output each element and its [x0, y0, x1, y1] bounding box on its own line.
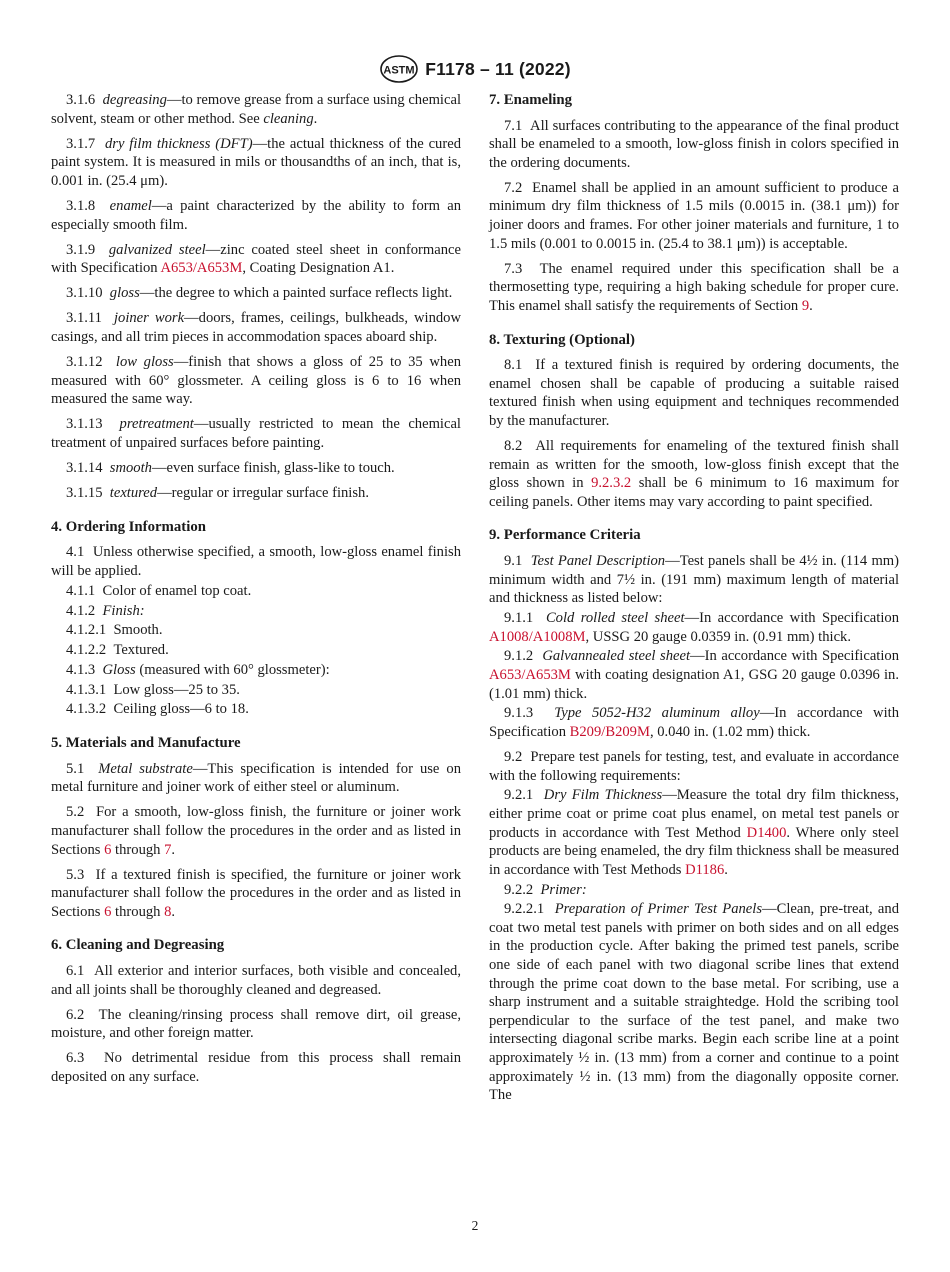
astm-logo-icon: [379, 54, 419, 84]
clause-6-3: 6.3 No detrimental residue from this process shall remain deposited on any surface.: [51, 1050, 461, 1085]
reference-link[interactable]: A1008/A1008M: [489, 628, 586, 645]
definition-3-1-7: 3.1.7 dry film thickness (DFT)—the actual thickness of the cured paint system. It is measured in mils or thousandths of an inch, that is, 0.001 in. (25.4 μm).: [51, 135, 461, 189]
page-header: [0, 52, 950, 86]
definition-3-1-8: 3.1.8 enamel—a paint characterized by the ability to form an especially smooth film.: [51, 197, 461, 233]
section-6-heading: 6. Cleaning and Degreasing: [51, 937, 225, 954]
astm-logo-text: ASTM: [383, 64, 415, 77]
reference-link[interactable]: D1186: [685, 861, 725, 878]
clause-4-1-2-1: 4.1.2.1 Smooth.: [66, 622, 163, 639]
page-number: 2: [471, 1218, 479, 1233]
section-link[interactable]: 9.2.3.2: [591, 475, 632, 492]
definition-3-1-14: 3.1.14 smooth—even surface finish, glass-like to touch.: [66, 460, 395, 477]
clause-5-2: 5.2 For a smooth, low-gloss finish, the furniture or joiner work manufacturer shall follow the procedures in the order and as listed in Sections 6 through 7.: [51, 804, 462, 858]
clause-9-1-1: 9.1.1 Cold rolled steel sheet—In accordance with Specification A1008/A1008M, USSG 20 gauge 0.0359 in. (0.91 mm) thick.: [489, 609, 899, 645]
clause-9-2-2-1: 9.2.2.1 Preparation of Primer Test Panels—Clean, pre-treat, and coat two metal test panels with primer on both sides and on all edges in the production cycle. After baking the primed test panels, scribe one side of each panel with two diagonal scribe lines that extend through the prime coat down to the base metal. For scribing, use a sharp instrument and a suitable straightedge. Hold the scribing tool perpendicular to the surface of the test panel, and make two intersecting diagonal scribe marks. Begin each scribe line at a point approximately ½ in. (13 mm) from a corner and continue to a point approximately ½ in. (13 mm) from the diagonally opposite corner. The: [489, 901, 900, 1104]
clause-4-1-3-1: 4.1.3.1 Low gloss—25 to 35.: [66, 681, 240, 698]
definition-3-1-12: 3.1.12 low gloss—finish that shows a gloss of 25 to 35 when measured with 60° glossmeter. A ceiling gloss is 6 to 16 when measured the same way.: [51, 354, 461, 408]
definition-3-1-6: 3.1.6 degreasing—to remove grease from a surface using chemical solvent, steam or other method. See cleaning.: [51, 92, 461, 127]
clause-9-1: 9.1 Test Panel Description—Test panels shall be 4½ in. (114 mm) minimum width and 7½ in. (191 mm) maximum length of material and thickness as listed below:: [489, 552, 900, 607]
clause-5-1: 5.1 Metal substrate—This specification is intended for use on metal furniture and joiner work of either steel or aluminum.: [51, 760, 461, 796]
section-link[interactable]: 9: [801, 297, 810, 314]
reference-link[interactable]: A653/A653M: [489, 666, 571, 683]
clause-6-2: 6.2 The cleaning/rinsing process shall remove dirt, oil grease, moisture, and other foreign matter.: [51, 1006, 462, 1042]
section-4-heading: 4. Ordering Information: [51, 518, 206, 535]
section-9-heading: 9. Performance Criteria: [489, 527, 641, 544]
section-link[interactable]: 8: [164, 903, 172, 920]
section-link[interactable]: 6: [104, 841, 112, 858]
clause-9-2-2: 9.2.2 Primer:: [504, 881, 587, 898]
definition-3-1-15: 3.1.15 textured—regular or irregular surface finish.: [66, 485, 369, 502]
right-column: [489, 91, 899, 1106]
clause-7-3: 7.3 The enamel required under this specification shall be a thermosetting type, requiring a high baking schedule for proper cure. This enamel shall satisfy the requirements of Section 9.: [489, 260, 899, 314]
clause-8-1: 8.1 If a textured finish is required by ordering documents, the enamel chosen shall be capable of producing a suitable raised textured finish when using equipment and techniques recommended by the manufacturer.: [489, 357, 900, 429]
section-8-heading: 8. Texturing (Optional): [489, 331, 635, 348]
reference-link[interactable]: B209/B209M: [569, 723, 650, 740]
section-7-heading: 7. Enameling: [489, 92, 573, 108]
clause-7-1: 7.1 All surfaces contributing to the appearance of the final product shall be enameled to a smooth, low-gloss finish in colors specified in the ordering documents.: [489, 117, 900, 171]
left-column: [51, 91, 461, 1093]
clause-7-2: 7.2 Enamel shall be applied in an amount sufficient to produce a minimum dry film thickness of 1.5 mils (0.0015 in. (38.1 μm)) for joiner doors and frames. For other joiner materials and furniture, 1 to 1.5 mils (0.001 to 0.0015 in. (25.4 to 38.1 μm)) is acceptable.: [489, 179, 899, 252]
document-designation: F1178 – 11 (2022): [425, 58, 571, 79]
clause-4-1-2-2: 4.1.2.2 Textured.: [66, 642, 169, 659]
section-link[interactable]: 6: [104, 903, 112, 920]
definition-3-1-11: 3.1.11 joiner work—doors, frames, ceilings, bulkheads, window casings, and all trim pieces in accommodation spaces aboard ship.: [51, 310, 461, 346]
clause-4-1-2: 4.1.2 Finish:: [66, 602, 145, 619]
clause-8-2: 8.2 All requirements for enameling of the textured finish shall remain as written for the smooth, low-gloss finish except that the gloss shown in 9.2.3.2 shall be 6 minimum to 16 maximum for ceiling panels. Other items may vary according to paint specified.: [489, 438, 899, 510]
clause-4-1-3-2: 4.1.3.2 Ceiling gloss—6 to 18.: [66, 701, 249, 718]
definition-3-1-9: 3.1.9 galvanized steel—zinc coated steel sheet in conformance with Specification A653/A653M, Coating Designation A1.: [51, 241, 461, 277]
clause-6-1: 6.1 All exterior and interior surfaces, both visible and concealed, and all joints shall be thoroughly cleaned and degreased.: [51, 962, 462, 998]
clause-4-1-1: 4.1.1 Color of enamel top coat.: [66, 582, 252, 599]
clause-5-3: 5.3 If a textured finish is specified, the furniture or joiner work manufacturer shall follow the procedures in the order and as listed in Sections 6 through 8.: [51, 866, 462, 920]
clause-9-2-1: 9.2.1 Dry Film Thickness—Measure the total dry film thickness, either prime coat or prime coat plus enamel, on metal test panels or products in accordance with Test Method D1400. Where only steel products are being enameled, the dry film thickness shall be measured in accordance with Test Methods D1186.: [489, 787, 899, 878]
definition-3-1-13: 3.1.13 pretreatment—usually restricted to mean the chemical treatment of unpaired surfaces before painting.: [51, 416, 461, 451]
clause-4-1: 4.1 Unless otherwise specified, a smooth, low-gloss enamel finish will be applied.: [51, 544, 462, 579]
reference-link[interactable]: D1400: [746, 824, 787, 841]
definition-3-1-10: 3.1.10 gloss—the degree to which a painted surface reflects light.: [66, 285, 453, 302]
section-link[interactable]: 7: [164, 841, 172, 858]
section-5-heading: 5. Materials and Manufacture: [51, 735, 241, 752]
clause-9-1-2: 9.1.2 Galvannealed steel sheet—In accordance with Specification A653/A653M with coating designation A1, GSG 20 gauge 0.0396 in. (1.01 mm) thick.: [489, 648, 900, 702]
clause-9-2: 9.2 Prepare test panels for testing, test, and evaluate in accordance with the following requirements:: [489, 748, 900, 784]
clause-4-1-3: 4.1.3 Gloss (measured with 60° glossmeter):: [66, 661, 330, 678]
clause-9-1-3: 9.1.3 Type 5052-H32 aluminum alloy—In accordance with Specification B209/B209M, 0.040 in. (1.02 mm) thick.: [489, 705, 900, 740]
reference-link[interactable]: A653/A653M: [160, 260, 243, 277]
